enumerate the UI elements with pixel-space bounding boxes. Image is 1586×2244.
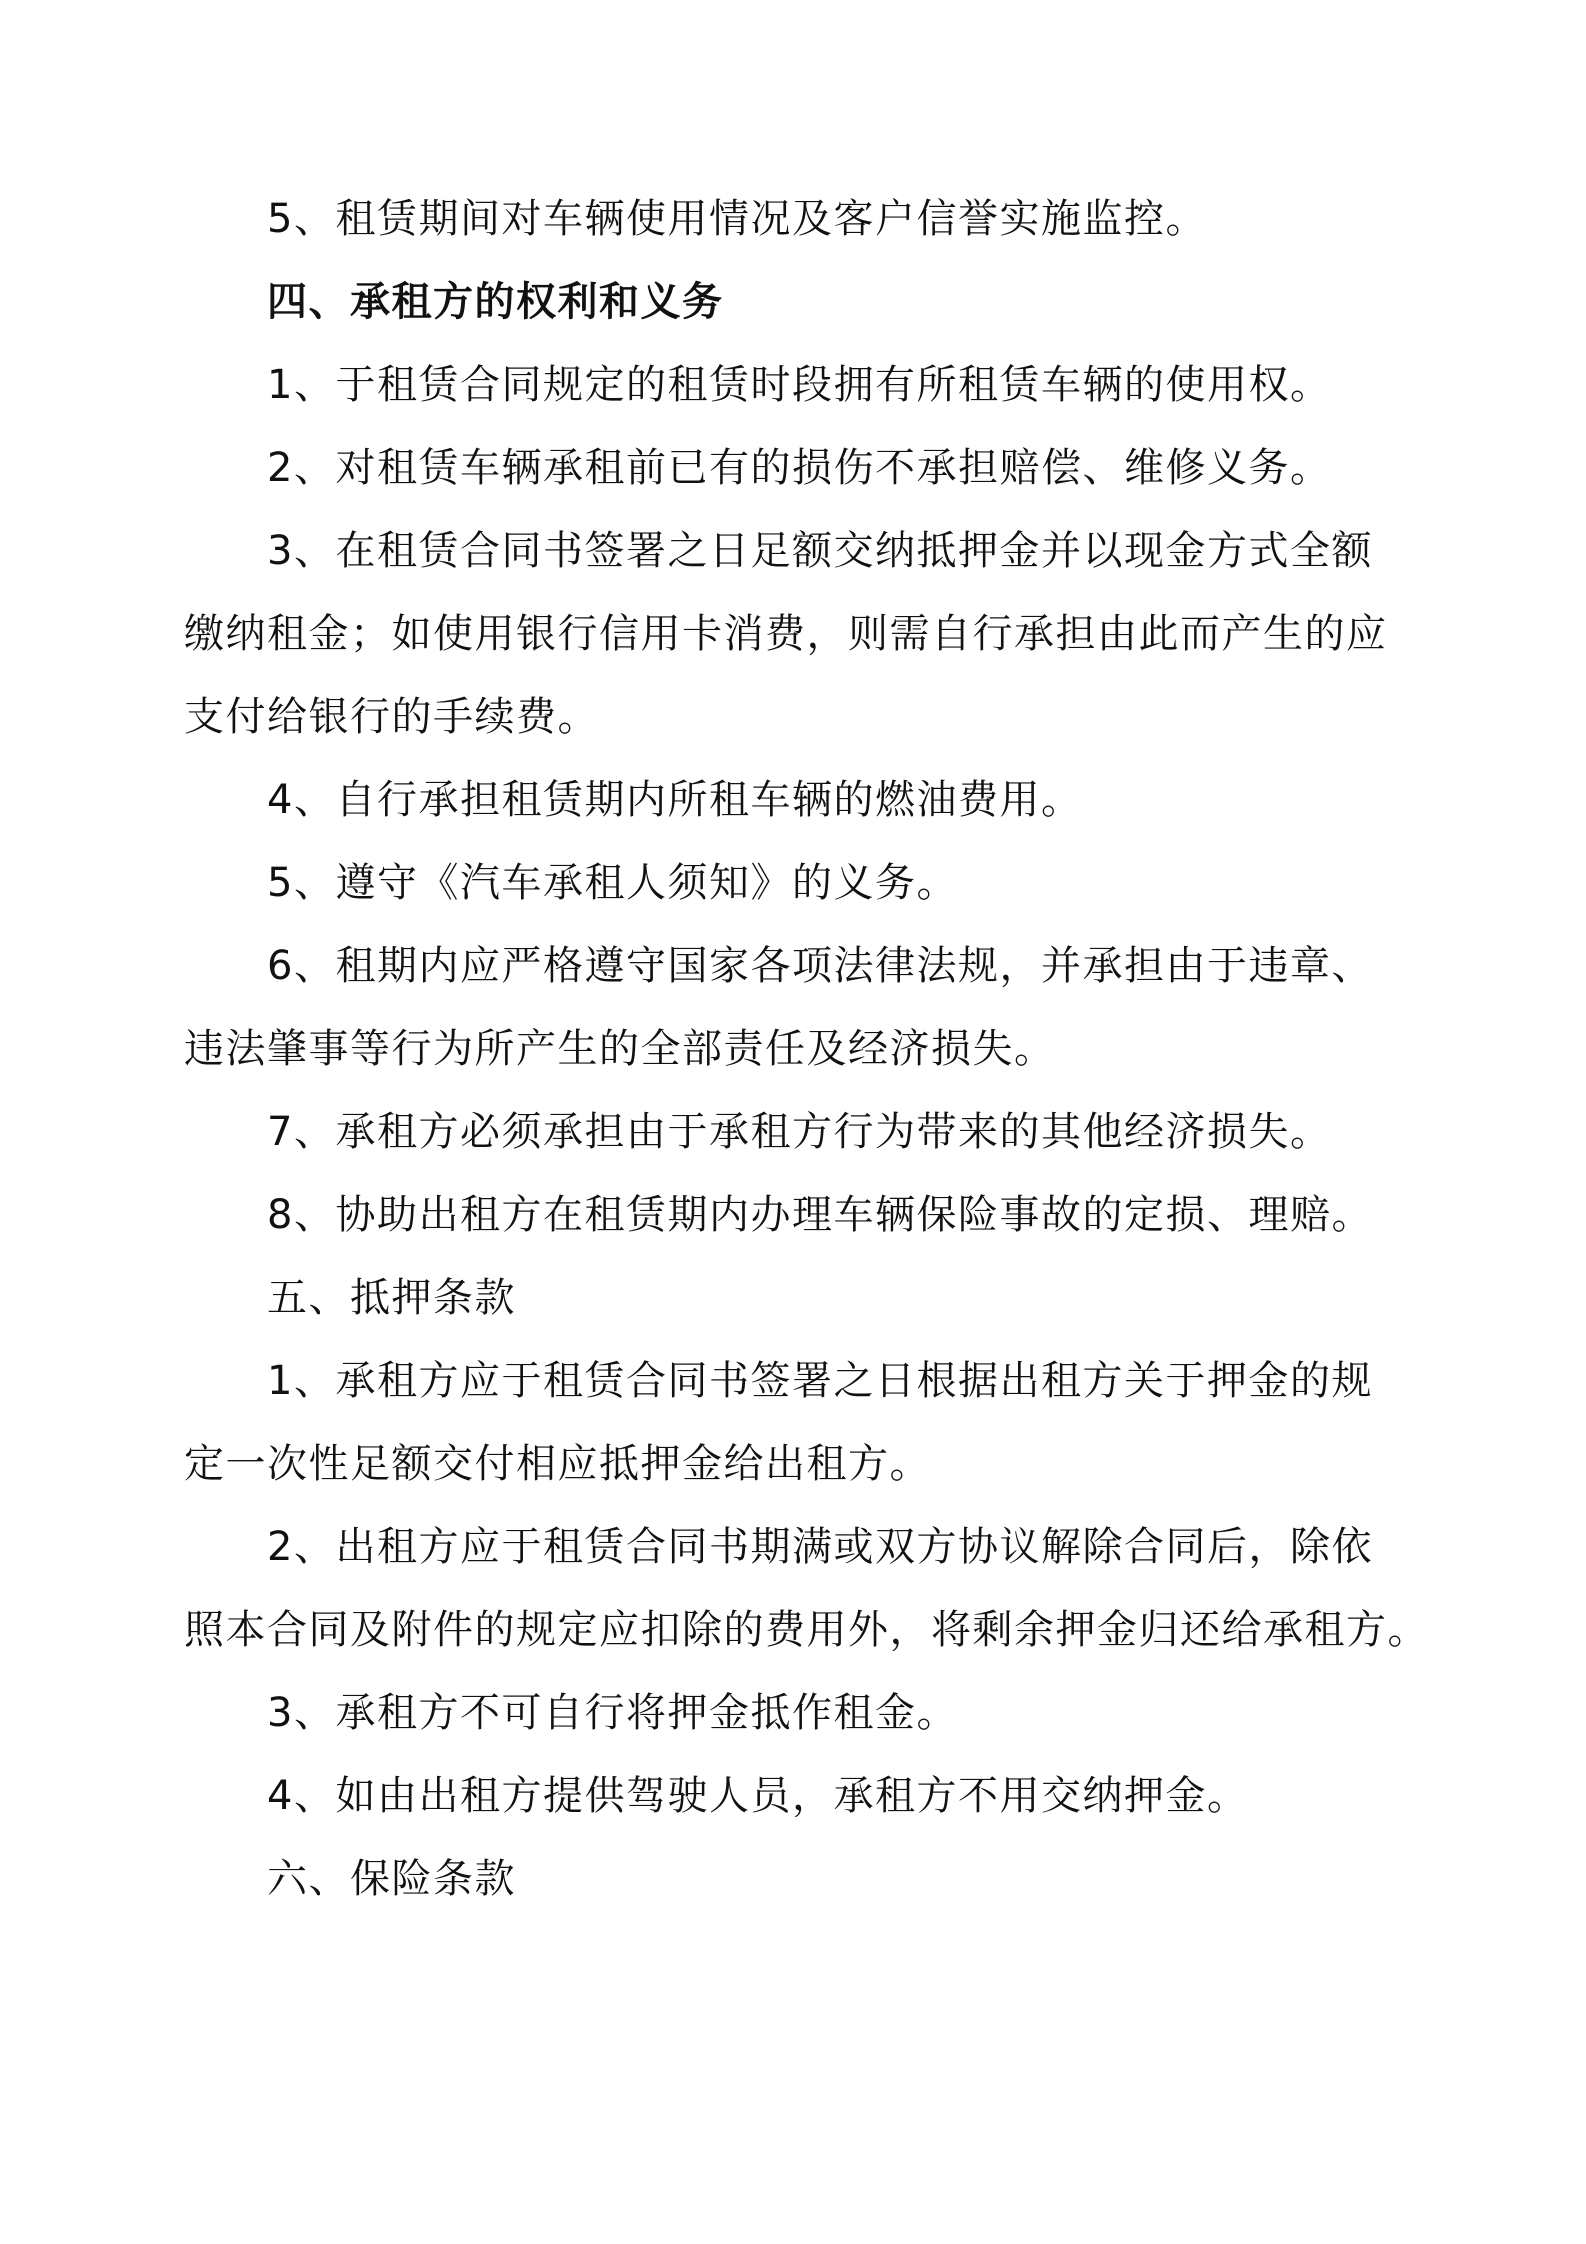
clause-lessee-8: 8、协助出租方在租赁期内办理车辆保险事故的定损、理赔。 bbox=[267, 1192, 1373, 1238]
section-heading-6: 六、保险条款 bbox=[267, 1856, 516, 1902]
clause-lessee-3-line-1: 3、在租赁合同书签署之日足额交纳抵押金并以现金方式全额 bbox=[267, 528, 1373, 574]
clause-deposit-4: 4、如由出租方提供驾驶人员，承租方不用交纳押金。 bbox=[267, 1773, 1249, 1819]
clause-deposit-3: 3、承租方不可自行将押金抵作租金。 bbox=[267, 1690, 958, 1736]
section-heading-5: 五、抵押条款 bbox=[267, 1275, 516, 1321]
clause-deposit-2-line-1: 2、出租方应于租赁合同书期满或双方协议解除合同后，除依 bbox=[267, 1524, 1373, 1570]
clause-lessor-5: 5、租赁期间对车辆使用情况及客户信誉实施监控。 bbox=[267, 196, 1207, 242]
clause-deposit-2-line-2: 照本合同及附件的规定应扣除的费用外，将剩余押金归还给承租方。 bbox=[184, 1607, 1429, 1653]
clause-lessee-6-line-2: 违法肇事等行为所产生的全部责任及经济损失。 bbox=[184, 1026, 1056, 1072]
clause-deposit-1-line-2: 定一次性足额交付相应抵押金给出租方。 bbox=[184, 1441, 931, 1487]
clause-lessee-3-line-3: 支付给银行的手续费。 bbox=[184, 694, 599, 740]
section-heading-4: 四、承租方的权利和义务 bbox=[267, 279, 724, 325]
clause-lessee-1: 1、于租赁合同规定的租赁时段拥有所租赁车辆的使用权。 bbox=[267, 362, 1332, 408]
clause-lessee-2: 2、对租赁车辆承租前已有的损伤不承担赔偿、维修义务。 bbox=[267, 445, 1332, 491]
clause-lessee-4: 4、自行承担租赁期内所租车辆的燃油费用。 bbox=[267, 777, 1083, 823]
clause-lessee-7: 7、承租方必须承担由于承租方行为带来的其他经济损失。 bbox=[267, 1109, 1332, 1155]
clause-deposit-1-line-1: 1、承租方应于租赁合同书签署之日根据出租方关于押金的规 bbox=[267, 1358, 1373, 1404]
clause-lessee-6-line-1: 6、租期内应严格遵守国家各项法律法规，并承担由于违章、 bbox=[267, 943, 1373, 989]
clause-lessee-5: 5、遵守《汽车承租人须知》的义务。 bbox=[267, 860, 958, 906]
clause-lessee-3-line-2: 缴纳租金；如使用银行信用卡消费，则需自行承担由此而产生的应 bbox=[184, 611, 1388, 657]
